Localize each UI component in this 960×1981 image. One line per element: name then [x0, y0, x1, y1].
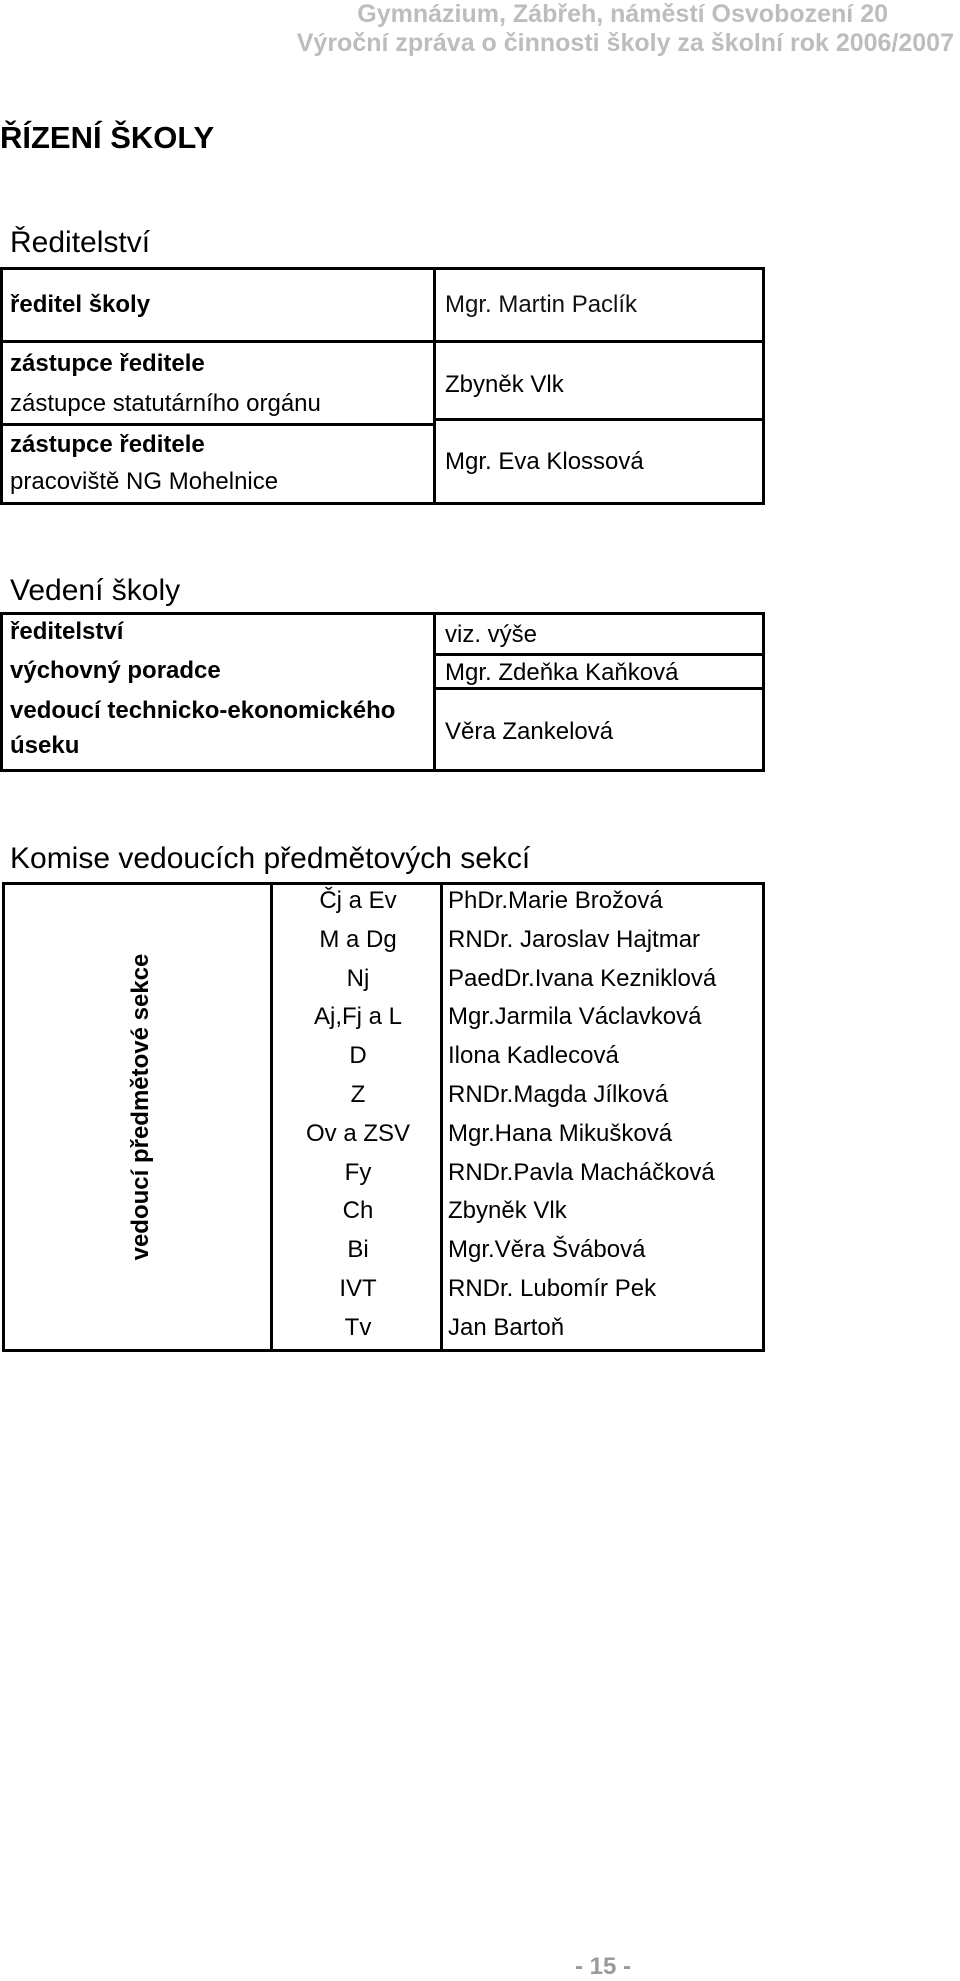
subject-code: Aj,Fj a L	[313, 1003, 403, 1031]
subject-leader-name: Jan Bartoň	[448, 1313, 565, 1341]
subject-code: Z	[350, 1081, 366, 1108]
role-zastupce-2-sub: pracoviště NG Mohelnice	[10, 468, 279, 495]
page-title: ŘÍZENÍ ŠKOLY	[0, 120, 215, 155]
name-vychovny-poradce: Mgr. Zdeňka Kaňková	[445, 659, 679, 686]
role-zastupce-1-sub: zástupce statutárního orgánu	[10, 390, 321, 417]
subject-code: Fy	[344, 1158, 372, 1186]
subject-leader-name: RNDr. Jaroslav Hajtmar	[448, 925, 701, 953]
subject-code: M a Dg	[319, 925, 397, 953]
subject-code: Ch	[342, 1197, 374, 1225]
page-number: - 15 -	[575, 1953, 632, 1980]
name-reditel: Mgr. Martin Paclík	[445, 291, 638, 318]
name-zastupce-1: Zbyněk Vlk	[445, 371, 564, 398]
subject-leader-name: Zbyněk Vlk	[448, 1197, 567, 1225]
section-title-vedeni: Vedení školy	[10, 574, 181, 607]
role-reditel: ředitel školy	[10, 291, 151, 318]
subject-leader-name: Ilona Kadlecová	[448, 1042, 619, 1070]
role-zastupce-2: zástupce ředitele	[10, 431, 205, 458]
subject-leader-name: RNDr.Magda Jílková	[448, 1081, 669, 1108]
subject-code: D	[349, 1042, 367, 1070]
header-school-name: Gymnázium, Zábřeh, náměstí Osvobození 20	[357, 0, 888, 28]
subject-code: IVT	[339, 1275, 377, 1302]
role-zastupce-1: zástupce ředitele	[10, 350, 205, 377]
section-title-reditelstvi: Ředitelství	[10, 226, 151, 259]
role-vedouci-teu: vedoucí technicko-ekonomického	[10, 697, 396, 724]
side-label-vertical: vedoucí předmětové sekce	[127, 953, 154, 1261]
subject-leader-name: RNDr. Lubomír Pek	[448, 1275, 657, 1302]
name-vedouci-teu: Věra Zankelová	[445, 718, 614, 745]
subject-leader-name: RNDr.Pavla Macháčková	[448, 1158, 715, 1186]
subject-leader-name: Mgr.Jarmila Václavková	[448, 1003, 702, 1031]
role-vychovny-poradce: výchovný poradce	[10, 657, 221, 684]
subject-leader-name: PhDr.Marie Brožová	[448, 887, 663, 914]
name-zastupce-2: Mgr. Eva Klossová	[445, 448, 644, 475]
subject-code: Čj a Ev	[319, 887, 397, 914]
section-title-komise: Komise vedoucích předmětových sekcí	[10, 842, 531, 875]
subject-code: Ov a ZSV	[305, 1119, 411, 1147]
header-report-title: Výroční zpráva o činnosti školy za školní rok 2006/2007	[296, 29, 954, 57]
subject-leader-name: Mgr.Hana Mikušková	[448, 1119, 673, 1147]
name-reditelstvi: viz. výše	[445, 621, 538, 648]
subject-leader-name: Mgr.Věra Švábová	[448, 1236, 646, 1264]
subject-code: Nj	[346, 964, 370, 992]
subject-code: Bi	[347, 1236, 369, 1264]
role-reditelstvi: ředitelství	[10, 618, 124, 645]
subject-leader-name: PaedDr.Ivana Kezniklová	[448, 964, 717, 992]
role-vedouci-teu-sub: úseku	[10, 732, 80, 759]
subject-code: Tv	[344, 1313, 372, 1341]
